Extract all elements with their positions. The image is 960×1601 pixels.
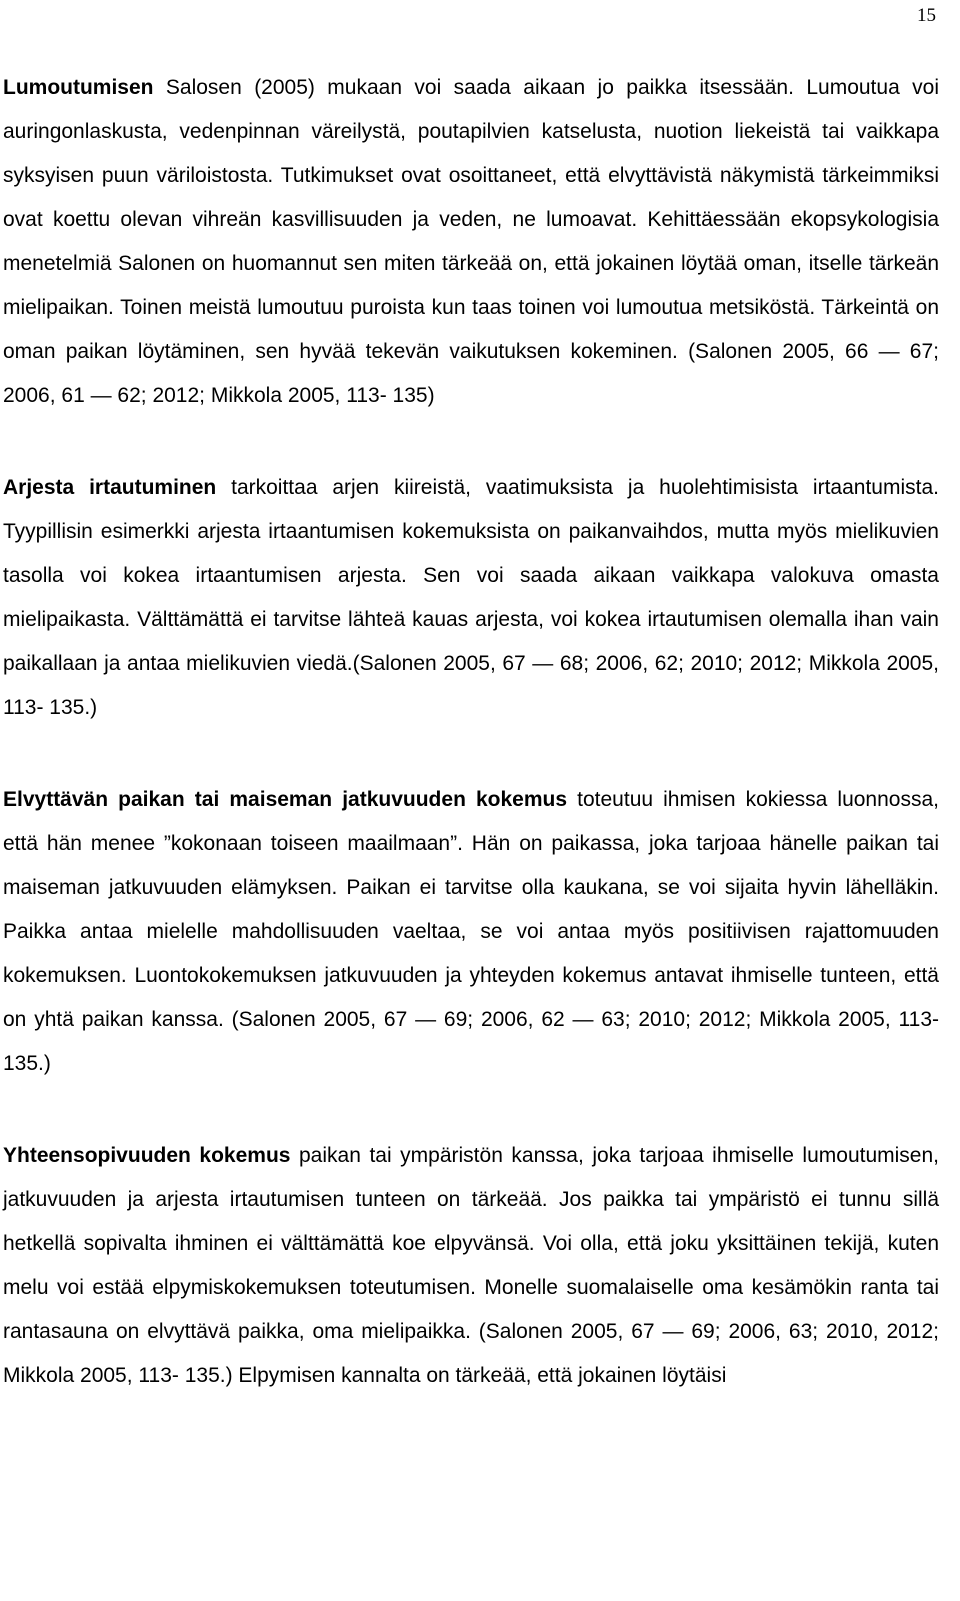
document-body (3, 66, 939, 1398)
page-number: 15 (917, 5, 936, 26)
paragraph-term: Arjesta irtautuminen (3, 476, 217, 499)
paragraph-detachment (3, 466, 939, 730)
paragraph-term: Lumoutumisen (3, 76, 154, 99)
paragraph-term: Elvyttävän paikan tai maiseman jatkuvuuden kokemus (3, 788, 568, 811)
paragraph-text: Salosen (2005) mukaan voi saada aikaan jo paikka itsessään. Lumoutua voi auringonlaskusta, vedenpinnan väreilystä, poutapilvien katselusta, nuotion liekeistä tai vaikkapa syksyisen puun väriloistosta. Tutkimukset ovat osoittaneet, että elvyttävistä näkymistä tärkeimmiksi ovat koettu olevan vihreän kasvillisuuden ja veden, ne lumoavat. Kehittäessään ekopsykologisia menetelmiä Salonen on huomannut sen miten tärkeää on, että jokainen löytää oman, itselle tärkeän mielipaikan. Toinen meistä lumoutuu puroista kun taas toinen voi lumoutua metsiköstä. Tärkeintä on oman paikan löytäminen, sen hyvää tekevän vaikutuksen kokeminen. (Salonen 2005, 66 — 67; 2006, 61 — 62; 2012; Mikkola 2005, 113- 135) (3, 76, 939, 407)
paragraph-continuity (3, 778, 939, 1086)
paragraph-term: Yhteensopivuuden kokemus (3, 1144, 291, 1167)
paragraph-text: tarkoittaa arjen kiireistä, vaatimuksista ja huolehtimisista irtaantumista. Tyypillisin esimerkki arjesta irtaantumisen kokemuksista on paikanvaihdos, mutta myös mielikuvien tasolla voi kokea irtaantumisen arjesta. Sen voi saada aikaan vaikkapa valokuva omasta mielipaikasta. Välttämättä ei tarvitse lähteä kauas arjesta, voi kokea irtautumisen olemalla ihan vain paikallaan ja antaa mielikuvien viedä.(Salonen 2005, 67 — 68; 2006, 62; 2010; 2012; Mikkola 2005, 113- 135.) (3, 476, 939, 719)
paragraph-text: toteutuu ihmisen kokiessa luonnossa, että hän menee ”kokonaan toiseen maailmaan”. Hän on paikassa, joka tarjoaa hänelle paikan tai maiseman jatkuvuuden elämyksen. Paikan ei tarvitse olla kaukana, se voi sijaita hyvin lähelläkin. Paikka antaa mielelle mahdollisuuden vaeltaa, se voi antaa myös positiivisen rajattomuuden kokemuksen. Luontokokemuksen jatkuvuuden ja yhteyden kokemus antavat ihmiselle tunteen, että on yhtä paikan kanssa. (Salonen 2005, 67 — 69; 2006, 62 — 63; 2010; 2012; Mikkola 2005, 113- 135.) (3, 788, 939, 1075)
paragraph-text: paikan tai ympäristön kanssa, joka tarjoaa ihmiselle lumoutumisen, jatkuvuuden ja arjesta irtautumisen tunteen on tärkeää. Jos paikka tai ympäristö ei tunnu sillä hetkellä sopivalta ihminen ei välttämättä koe elpyvänsä. Voi olla, että joku yksittäinen tekijä, kuten melu voi estää elpymiskokemuksen toteutumisen. Monelle suomalaiselle oma kesämökin ranta tai rantasauna on elvyttävä paikka, oma mielipaikka. (Salonen 2005, 67 — 69; 2006, 63; 2010, 2012; Mikkola 2005, 113- 135.) Elpymisen kannalta on tärkeää, että jokainen löytäisi (3, 1144, 939, 1387)
paragraph-compatibility (3, 1134, 939, 1398)
paragraph-enchantment (3, 66, 939, 418)
